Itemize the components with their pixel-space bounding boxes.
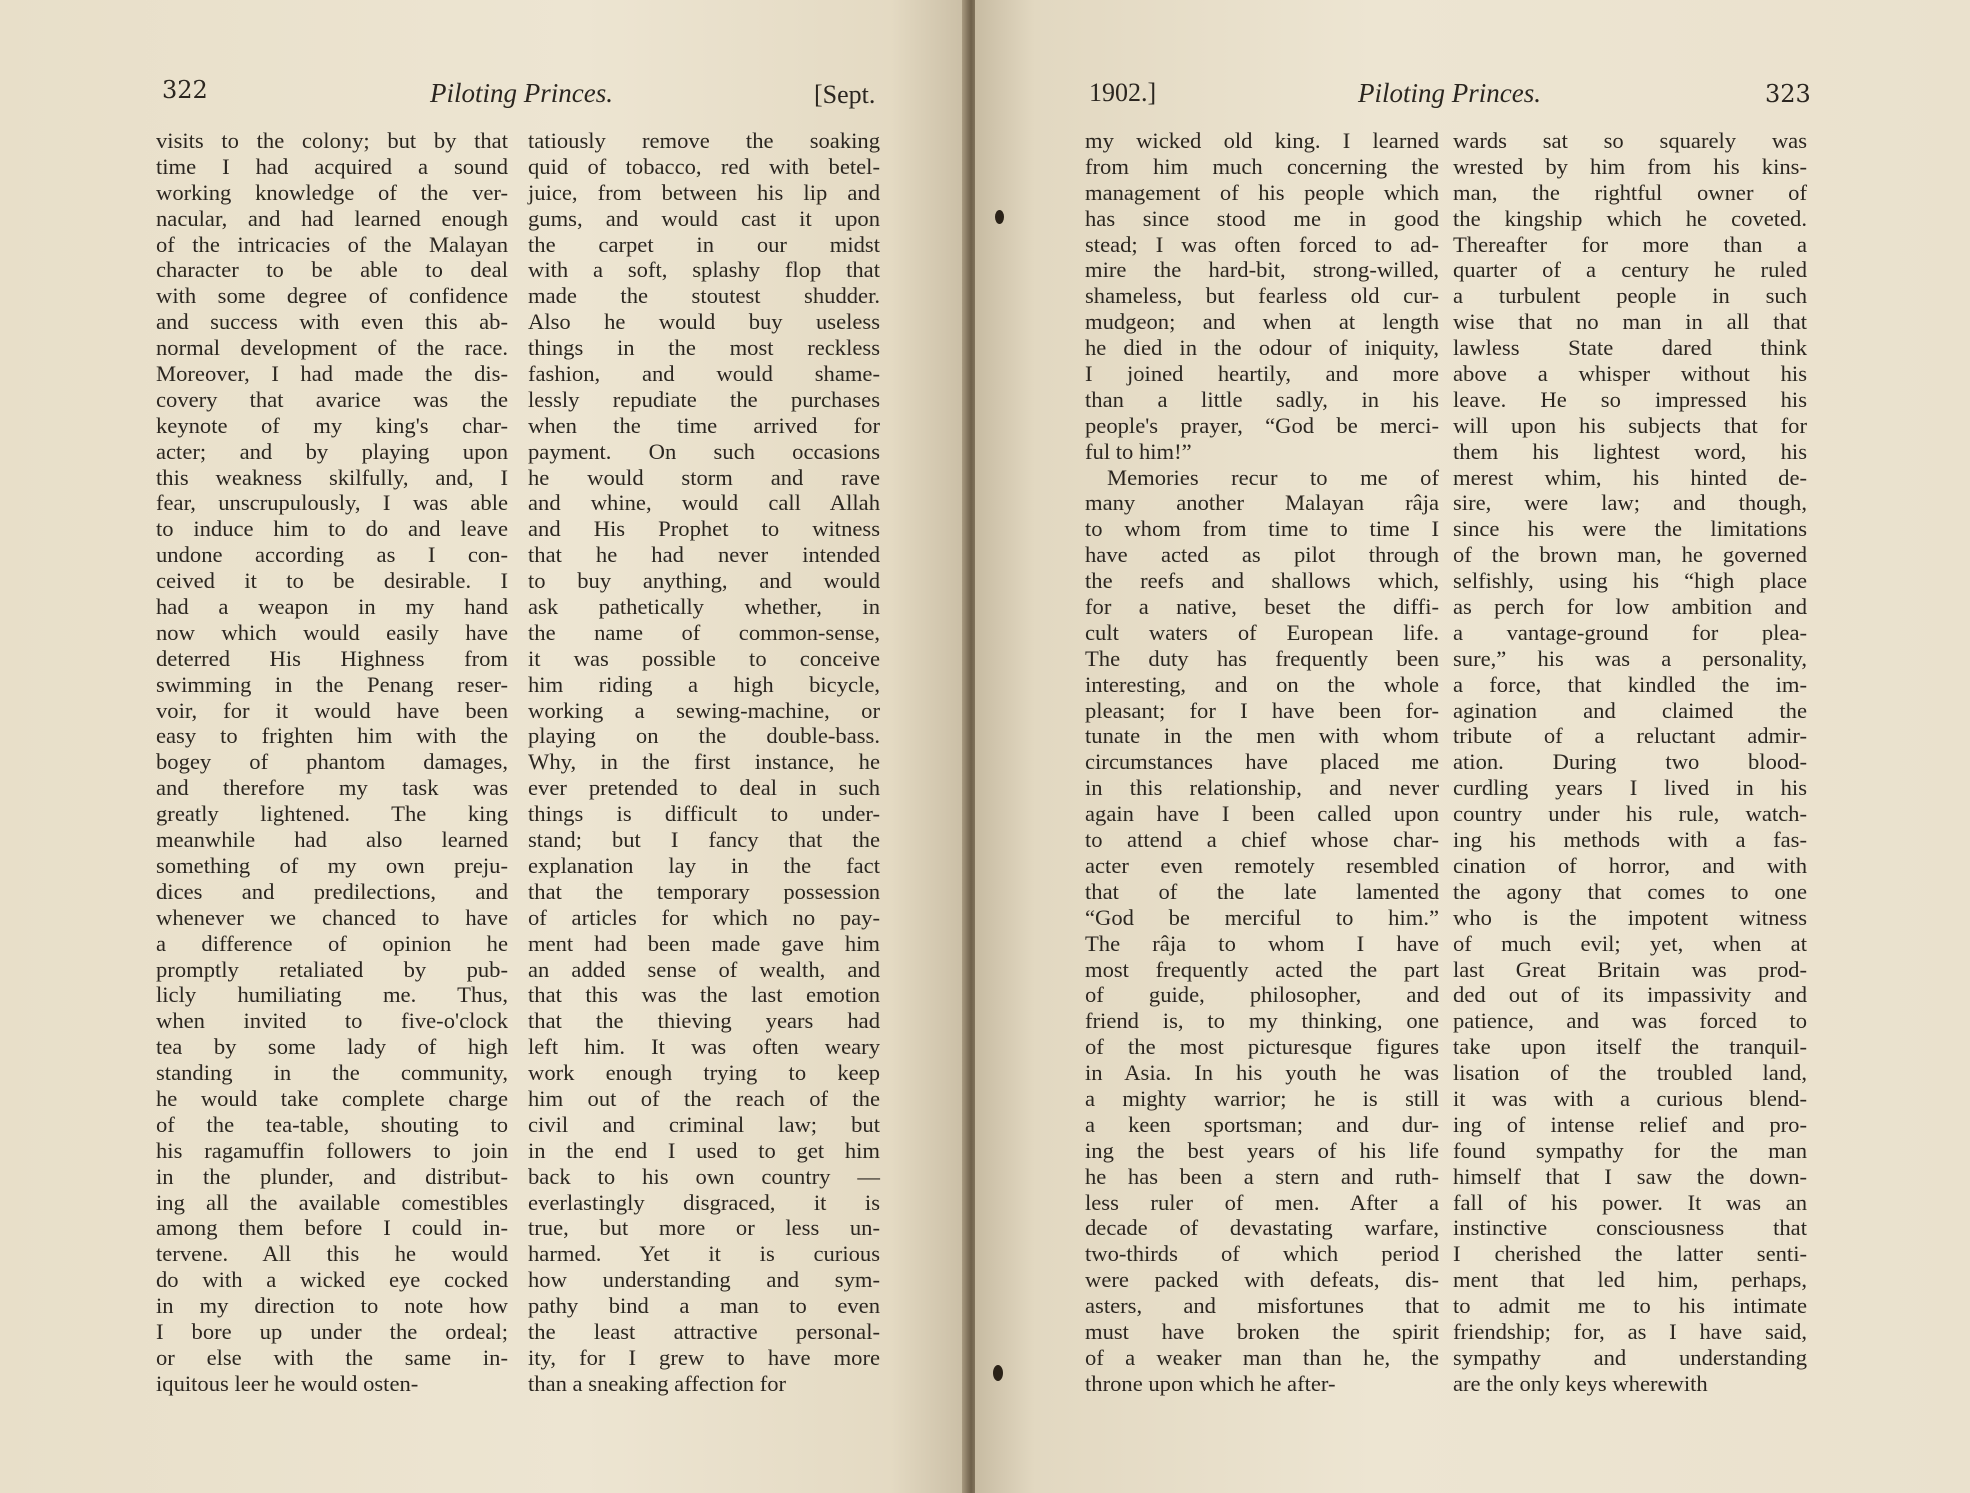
text-line: cult waters of European life. xyxy=(1085,619,1439,645)
text-line: bogey of phantom damages, xyxy=(156,749,508,775)
text-line: to induce him to do and leave xyxy=(156,516,508,542)
text-line: ment had been made gave him xyxy=(528,930,880,956)
text-line: pleasant; for I have been for- xyxy=(1085,697,1439,723)
text-line: with a soft, splashy flop that xyxy=(528,257,880,283)
text-line: The râja to whom I have xyxy=(1085,930,1439,956)
text-line: I bore up under the ordeal; xyxy=(156,1318,508,1344)
text-line: I cherished the latter senti- xyxy=(1453,1241,1807,1267)
text-line: of much evil; yet, when at xyxy=(1453,930,1807,956)
text-line: ment that led him, perhaps, xyxy=(1453,1267,1807,1293)
text-line: work enough trying to keep xyxy=(528,1060,880,1086)
text-line: people's prayer, “God be merci- xyxy=(1085,412,1439,438)
text-line: ing all the available comestibles xyxy=(156,1189,508,1215)
text-line: fashion, and would shame- xyxy=(528,361,880,387)
text-line: he would take complete charge xyxy=(156,1085,508,1111)
text-line: himself that I saw the down- xyxy=(1453,1163,1807,1189)
text-line: a vantage-ground for plea- xyxy=(1453,619,1807,645)
text-line: and therefore my task was xyxy=(156,775,508,801)
text-line: something of my own preju- xyxy=(156,852,508,878)
text-line: mire the hard-bit, strong-willed, xyxy=(1085,257,1439,283)
text-line: visits to the colony; but by that xyxy=(156,128,508,153)
text-line: in the end I used to get him xyxy=(528,1137,880,1163)
text-line: tervene. All this he would xyxy=(156,1241,508,1267)
binding-hole-mark xyxy=(995,210,1004,224)
text-line: of the intricacies of the Malayan xyxy=(156,231,508,257)
text-line: this weakness skilfully, and, I xyxy=(156,464,508,490)
right-column-1 xyxy=(1085,128,1439,1397)
text-line: my wicked old king. I learned xyxy=(1085,128,1439,153)
text-line: of guide, philosopher, and xyxy=(1085,982,1439,1008)
text-line: he would storm and rave xyxy=(528,464,880,490)
text-line: and success with even this ab- xyxy=(156,309,508,335)
text-line: an added sense of wealth, and xyxy=(528,956,880,982)
page-number-323: 323 xyxy=(1765,80,1811,108)
text-line: tatiously remove the soaking xyxy=(528,128,880,153)
text-line: in this relationship, and never xyxy=(1085,775,1439,801)
text-line: of a weaker man than he, the xyxy=(1085,1344,1439,1370)
text-line: he has been a stern and ruth- xyxy=(1085,1163,1439,1189)
text-line: it was possible to conceive xyxy=(528,645,880,671)
text-line: found sympathy for the man xyxy=(1453,1137,1807,1163)
text-line: swimming in the Penang reser- xyxy=(156,671,508,697)
text-line: ity, for I grew to have more xyxy=(528,1344,880,1370)
text-line: nacular, and had learned enough xyxy=(156,205,508,231)
text-line: things is difficult to under- xyxy=(528,801,880,827)
text-line: selfishly, using his “high place xyxy=(1453,568,1807,594)
text-line: many another Malayan râja xyxy=(1085,490,1439,516)
text-line: to attend a chief whose char- xyxy=(1085,827,1439,853)
text-line: gums, and would cast it upon xyxy=(528,205,880,231)
text-line: of the brown man, he governed xyxy=(1453,542,1807,568)
date-label: [Sept. xyxy=(814,80,876,109)
text-line: fall of his power. It was an xyxy=(1453,1189,1807,1215)
page-number-322: 322 xyxy=(162,76,208,104)
text-line: will upon his subjects that for xyxy=(1453,412,1807,438)
text-line: stand; but I fancy that the xyxy=(528,827,880,853)
text-line: has since stood me in good xyxy=(1085,205,1439,231)
text-line: licly humiliating me. Thus, xyxy=(156,982,508,1008)
text-line: undone according as I con- xyxy=(156,542,508,568)
text-line: promptly retaliated by pub- xyxy=(156,956,508,982)
text-line: and His Prophet to witness xyxy=(528,516,880,542)
text-line: how understanding and sym- xyxy=(528,1267,880,1293)
text-line: in Asia. In his youth he was xyxy=(1085,1060,1439,1086)
text-line: again have I been called upon xyxy=(1085,801,1439,827)
text-line: a turbulent people in such xyxy=(1453,283,1807,309)
text-line: are the only keys wherewith xyxy=(1453,1370,1708,1396)
text-line: greatly lightened. The king xyxy=(156,801,508,827)
text-line: ceived it to be desirable. I xyxy=(156,568,508,594)
text-line: friend is, to my thinking, one xyxy=(1085,1008,1439,1034)
text-line: The duty has frequently been xyxy=(1085,645,1439,671)
text-line: covery that avarice was the xyxy=(156,386,508,412)
text-line: circumstances have placed me xyxy=(1085,749,1439,775)
text-line: to buy anything, and would xyxy=(528,568,880,594)
text-line: agination and claimed the xyxy=(1453,697,1807,723)
text-line: civil and criminal law; but xyxy=(528,1111,880,1137)
text-line: things in the most reckless xyxy=(528,335,880,361)
text-line: quarter of a century he ruled xyxy=(1453,257,1807,283)
text-line: country under his rule, watch- xyxy=(1453,801,1807,827)
text-line: do with a wicked eye cocked xyxy=(156,1267,508,1293)
text-line: Memories recur to me of xyxy=(1107,464,1439,490)
text-line: ation. During two blood- xyxy=(1453,749,1807,775)
text-line: take upon itself the tranquil- xyxy=(1453,1034,1807,1060)
text-line: tea by some lady of high xyxy=(156,1034,508,1060)
text-line: ded out of its impassivity and xyxy=(1453,982,1807,1008)
text-line: above a whisper without his xyxy=(1453,361,1807,387)
text-line: have acted as pilot through xyxy=(1085,542,1439,568)
text-line: standing in the community, xyxy=(156,1060,508,1086)
text-line: than a little sadly, in his xyxy=(1085,386,1439,412)
text-line: ful to him!” xyxy=(1085,438,1192,464)
text-line: whenever we chanced to have xyxy=(156,904,508,930)
text-line: ask pathetically whether, in xyxy=(528,594,880,620)
text-line: easy to frighten him with the xyxy=(156,723,508,749)
text-line: keynote of my king's char- xyxy=(156,412,508,438)
text-line: management of his people which xyxy=(1085,179,1439,205)
text-line: of articles for which no pay- xyxy=(528,904,880,930)
text-line: or else with the same in- xyxy=(156,1344,508,1370)
text-line: asters, and misfortunes that xyxy=(1085,1293,1439,1319)
text-line: juice, from between his lip and xyxy=(528,179,880,205)
text-line: lisation of the troubled land, xyxy=(1453,1060,1807,1086)
text-line: two-thirds of which period xyxy=(1085,1241,1439,1267)
text-line: them his lightest word, his xyxy=(1453,438,1807,464)
text-line: it was with a curious blend- xyxy=(1453,1085,1807,1111)
text-line: voir, for it would have been xyxy=(156,697,508,723)
text-line: Why, in the first instance, he xyxy=(528,749,880,775)
text-line: of the most picturesque figures xyxy=(1085,1034,1439,1060)
running-title: Piloting Princes. xyxy=(430,78,613,108)
text-line: sure,” his was a personality, xyxy=(1453,645,1807,671)
text-line: the reefs and shallows which, xyxy=(1085,568,1439,594)
left-column-2 xyxy=(528,128,880,1397)
text-line: acter; and by playing upon xyxy=(156,438,508,464)
text-line: him out of the reach of the xyxy=(528,1085,880,1111)
left-page xyxy=(0,0,968,1493)
text-line: in the plunder, and distribut- xyxy=(156,1163,508,1189)
text-line: everlastingly disgraced, it is xyxy=(528,1189,880,1215)
date-label: 1902.] xyxy=(1089,78,1157,107)
text-line: leave. He so impressed his xyxy=(1453,386,1807,412)
text-line: pathy bind a man to even xyxy=(528,1293,880,1319)
text-line: man, the rightful owner of xyxy=(1453,179,1807,205)
text-line: explanation lay in the fact xyxy=(528,852,880,878)
text-line: the name of common-sense, xyxy=(528,619,880,645)
text-line: that the temporary possession xyxy=(528,878,880,904)
text-line: from him much concerning the xyxy=(1085,153,1439,179)
text-line: dices and predilections, and xyxy=(156,878,508,904)
text-line: playing on the double-bass. xyxy=(528,723,880,749)
text-line: normal development of the race. xyxy=(156,335,508,361)
text-line: in my direction to note how xyxy=(156,1293,508,1319)
text-line: payment. On such occasions xyxy=(528,438,880,464)
text-line: as perch for low ambition and xyxy=(1453,594,1807,620)
text-line: the agony that comes to one xyxy=(1453,878,1807,904)
text-line: mudgeon; and when at length xyxy=(1085,309,1439,335)
text-line: most frequently acted the part xyxy=(1085,956,1439,982)
text-line: deterred His Highness from xyxy=(156,645,508,671)
text-line: throne upon which he after- xyxy=(1085,1370,1336,1396)
text-line: that this was the last emotion xyxy=(528,982,880,1008)
running-title: Piloting Princes. xyxy=(1358,78,1541,108)
text-line: wise that no man in all that xyxy=(1453,309,1807,335)
text-line: when the time arrived for xyxy=(528,412,880,438)
text-line: for a native, beset the diffi- xyxy=(1085,594,1439,620)
text-line: curdling years I lived in his xyxy=(1453,775,1807,801)
text-line: last Great Britain was prod- xyxy=(1453,956,1807,982)
text-line: Also he would buy useless xyxy=(528,309,880,335)
left-column-1 xyxy=(156,128,508,1397)
text-line: decade of devastating warfare, xyxy=(1085,1215,1439,1241)
text-line: tribute of a reluctant admir- xyxy=(1453,723,1807,749)
text-line: character to be able to deal xyxy=(156,257,508,283)
text-line: stead; I was often forced to ad- xyxy=(1085,231,1439,257)
text-line: the least attractive personal- xyxy=(528,1318,880,1344)
text-line: friendship; for, as I have said, xyxy=(1453,1318,1807,1344)
text-line: I joined heartily, and more xyxy=(1085,361,1439,387)
text-line: than a sneaking affection for xyxy=(528,1370,787,1396)
text-line: must have broken the spirit xyxy=(1085,1318,1439,1344)
text-line: meanwhile had also learned xyxy=(156,827,508,853)
text-line: to whom from time to time I xyxy=(1085,516,1439,542)
right-page xyxy=(975,0,1970,1493)
text-line: that the thieving years had xyxy=(528,1008,880,1034)
text-line: were packed with defeats, dis- xyxy=(1085,1267,1439,1293)
text-line: patience, and was forced to xyxy=(1453,1008,1807,1034)
text-line: wrested by him from his kins- xyxy=(1453,153,1807,179)
text-line: the carpet in our midst xyxy=(528,231,880,257)
text-line: that of the late lamented xyxy=(1085,878,1439,904)
text-line: working a sewing-machine, or xyxy=(528,697,880,723)
text-line: harmed. Yet it is curious xyxy=(528,1241,880,1267)
text-line: a force, that kindled the im- xyxy=(1453,671,1807,697)
text-line: the kingship which he coveted. xyxy=(1453,205,1807,231)
text-line: back to his own country — xyxy=(528,1163,880,1189)
text-line: a keen sportsman; and dur- xyxy=(1085,1111,1439,1137)
text-line: to admit me to his intimate xyxy=(1453,1293,1807,1319)
text-line: merest whim, his hinted de- xyxy=(1453,464,1807,490)
text-line: his ragamuffin followers to join xyxy=(156,1137,508,1163)
text-line: iquitous leer he would osten- xyxy=(156,1370,419,1396)
text-line: Thereafter for more than a xyxy=(1453,231,1807,257)
text-line: had a weapon in my hand xyxy=(156,594,508,620)
text-line: left him. It was often weary xyxy=(528,1034,880,1060)
text-line: acter even remotely resembled xyxy=(1085,852,1439,878)
text-line: and whine, would call Allah xyxy=(528,490,880,516)
text-line: ing his methods with a fas- xyxy=(1453,827,1807,853)
text-line: he died in the odour of iniquity, xyxy=(1085,335,1439,361)
text-line: shameless, but fearless old cur- xyxy=(1085,283,1439,309)
text-line: less ruler of men. After a xyxy=(1085,1189,1439,1215)
text-line: with some degree of confidence xyxy=(156,283,508,309)
text-line: ever pretended to deal in such xyxy=(528,775,880,801)
text-line: lessly repudiate the purchases xyxy=(528,386,880,412)
text-line: ing the best years of his life xyxy=(1085,1137,1439,1163)
text-line: ing of intense relief and pro- xyxy=(1453,1111,1807,1137)
text-line: since his were the limitations xyxy=(1453,516,1807,542)
text-line: a difference of opinion he xyxy=(156,930,508,956)
text-line: quid of tobacco, red with betel- xyxy=(528,153,880,179)
right-column-2 xyxy=(1453,128,1807,1397)
text-line: now which would easily have xyxy=(156,619,508,645)
text-line: fear, unscrupulously, I was able xyxy=(156,490,508,516)
text-line: made the stoutest shudder. xyxy=(528,283,880,309)
text-line: cination of horror, and with xyxy=(1453,852,1807,878)
text-line: a mighty warrior; he is still xyxy=(1085,1085,1439,1111)
text-line: lawless State dared think xyxy=(1453,335,1807,361)
text-line: Moreover, I had made the dis- xyxy=(156,361,508,387)
text-line: tunate in the men with whom xyxy=(1085,723,1439,749)
text-line: him riding a high bicycle, xyxy=(528,671,880,697)
text-line: who is the impotent witness xyxy=(1453,904,1807,930)
text-line: instinctive consciousness that xyxy=(1453,1215,1807,1241)
binding-hole-mark xyxy=(993,1365,1003,1381)
text-line: sire, were law; and though, xyxy=(1453,490,1807,516)
text-line: sympathy and understanding xyxy=(1453,1344,1807,1370)
text-line: true, but more or less un- xyxy=(528,1215,880,1241)
text-line: when invited to five-o'clock xyxy=(156,1008,508,1034)
text-line: of the tea-table, shouting to xyxy=(156,1111,508,1137)
text-line: “God be merciful to him.” xyxy=(1085,904,1439,930)
text-line: interesting, and on the whole xyxy=(1085,671,1439,697)
text-line: that he had never intended xyxy=(528,542,880,568)
text-line: among them before I could in- xyxy=(156,1215,508,1241)
text-line: working knowledge of the ver- xyxy=(156,179,508,205)
text-line: time I had acquired a sound xyxy=(156,153,508,179)
text-line: wards sat so squarely was xyxy=(1453,128,1807,153)
